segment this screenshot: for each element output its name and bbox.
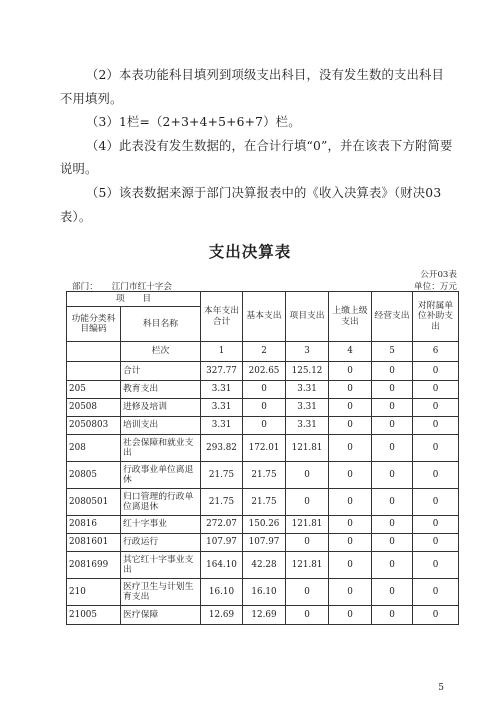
row-value: 3.31 — [286, 381, 329, 399]
row-code: 20816 — [67, 516, 121, 534]
row-value: 0 — [413, 381, 459, 399]
col-index-row — [67, 342, 459, 362]
header-subsidy: 对附属单位补助支出 — [413, 292, 459, 342]
header-row-1 — [67, 292, 459, 307]
row-value: 107.97 — [243, 534, 286, 552]
header-business: 经营支出 — [372, 292, 413, 342]
row-value: 3.31 — [201, 417, 243, 435]
row-value: 0 — [329, 417, 372, 435]
row-value: 0 — [372, 516, 413, 534]
col-index-empty — [67, 342, 121, 362]
expenditure-table — [66, 291, 459, 625]
row-value: 0 — [243, 381, 286, 399]
row-value: 21.75 — [201, 489, 243, 516]
row-code: 208 — [67, 435, 121, 462]
row-value: 327.77 — [201, 362, 243, 381]
row-value: 0 — [413, 417, 459, 435]
unit-label: 单位：万元 — [414, 282, 457, 292]
col-number: 3 — [286, 342, 329, 362]
row-value: 0 — [372, 579, 413, 606]
row-value: 164.10 — [201, 552, 243, 579]
row-code: 20805 — [67, 462, 121, 489]
row-value: 0 — [372, 552, 413, 579]
header-item: 项 目 — [67, 292, 201, 307]
note-4: （4）此表没有发生数据的，在合计行填“0”，并在该表下方附简要说明。 — [60, 138, 453, 177]
row-code: 2081699 — [67, 552, 121, 579]
row-name: 进修及培训 — [121, 399, 201, 417]
row-value: 12.69 — [201, 606, 243, 625]
row-name: 教育支出 — [121, 381, 201, 399]
table-row — [67, 534, 459, 552]
row-code: 2050803 — [67, 417, 121, 435]
header-subject-name: 科目名称 — [121, 307, 201, 342]
row-value: 0 — [413, 606, 459, 625]
row-code: 20508 — [67, 399, 121, 417]
col-number: 1 — [201, 342, 243, 362]
row-code: 21005 — [67, 606, 121, 625]
header-total: 本年支出合计 — [201, 292, 243, 342]
table-row — [67, 462, 459, 489]
row-value: 0 — [372, 417, 413, 435]
row-value: 0 — [329, 579, 372, 606]
row-name: 合计 — [121, 362, 201, 381]
row-code: 2080501 — [67, 489, 121, 516]
row-value: 21.75 — [243, 462, 286, 489]
row-code: 210 — [67, 579, 121, 606]
row-value: 0 — [372, 381, 413, 399]
col-index-label: 栏次 — [121, 342, 201, 362]
header-basic: 基本支出 — [243, 292, 286, 342]
col-number: 2 — [243, 342, 286, 362]
row-value: 0 — [286, 534, 329, 552]
row-value: 0 — [413, 552, 459, 579]
table-title: 支出决算表 — [208, 242, 292, 261]
row-value: 121.81 — [286, 552, 329, 579]
row-value: 0 — [286, 606, 329, 625]
row-value: 272.07 — [201, 516, 243, 534]
row-value: 293.82 — [201, 435, 243, 462]
row-value: 0 — [413, 516, 459, 534]
row-value: 21.75 — [201, 462, 243, 489]
row-value: 0 — [329, 489, 372, 516]
row-value: 3.31 — [201, 381, 243, 399]
table-row — [67, 399, 459, 417]
row-value: 0 — [372, 399, 413, 417]
row-value: 121.81 — [286, 435, 329, 462]
row-value: 0 — [329, 606, 372, 625]
row-value: 150.26 — [243, 516, 286, 534]
notes-section — [60, 64, 455, 229]
row-value: 0 — [413, 462, 459, 489]
row-name: 归口管理的行政单位离退休 — [121, 489, 201, 516]
header-func-code: 功能分类科目编码 — [67, 307, 121, 342]
row-value: 0 — [329, 516, 372, 534]
col-number: 5 — [372, 342, 413, 362]
row-value: 0 — [329, 381, 372, 399]
page-number: 5 — [438, 683, 444, 693]
row-value: 16.10 — [201, 579, 243, 606]
col-number: 4 — [329, 342, 372, 362]
table-row — [67, 606, 459, 625]
row-value: 0 — [329, 552, 372, 579]
row-value: 3.31 — [286, 417, 329, 435]
row-value: 0 — [329, 462, 372, 489]
row-name: 其它红十字事业支出 — [121, 552, 201, 579]
row-value: 0 — [372, 534, 413, 552]
note-5: （5）该表数据来源于部门决算报表中的《收入决算表》（财决03表）。 — [60, 185, 442, 224]
row-name: 培训支出 — [121, 417, 201, 435]
row-value: 0 — [413, 362, 459, 381]
department-label: 部门： — [72, 282, 98, 292]
note-2: （2）本表功能科目填列到项级支出科目，没有发生数的支出科目不用填列。 — [60, 68, 444, 106]
row-value: 0 — [243, 417, 286, 435]
row-value: 3.31 — [286, 399, 329, 417]
row-value: 0 — [413, 579, 459, 606]
col-number: 6 — [413, 342, 459, 362]
row-value: 0 — [372, 435, 413, 462]
table-row — [67, 552, 459, 579]
table-row — [67, 489, 459, 516]
row-value: 16.10 — [243, 579, 286, 606]
row-value: 3.31 — [201, 399, 243, 417]
form-code: 公开03表 — [420, 270, 457, 280]
row-name: 红十字事业 — [121, 516, 201, 534]
row-value: 0 — [243, 399, 286, 417]
row-value: 0 — [286, 462, 329, 489]
row-name: 行政运行 — [121, 534, 201, 552]
row-value: 0 — [286, 489, 329, 516]
row-value: 107.97 — [201, 534, 243, 552]
row-value: 0 — [372, 462, 413, 489]
row-value: 0 — [413, 399, 459, 417]
row-value: 12.69 — [243, 606, 286, 625]
header-upper: 上缴上级支出 — [329, 292, 372, 342]
table-row — [67, 435, 459, 462]
department-name: 江门市红十字会 — [111, 282, 172, 292]
row-value: 172.01 — [243, 435, 286, 462]
table-row — [67, 579, 459, 606]
row-value: 0 — [329, 362, 372, 381]
row-value: 0 — [413, 489, 459, 516]
row-value: 0 — [372, 606, 413, 625]
row-name: 医疗保障 — [121, 606, 201, 625]
row-value: 202.65 — [243, 362, 286, 381]
table-row — [67, 516, 459, 534]
row-value: 0 — [372, 362, 413, 381]
row-code — [67, 362, 121, 381]
table-row — [67, 381, 459, 399]
row-value: 0 — [329, 435, 372, 462]
row-value: 125.12 — [286, 362, 329, 381]
row-value: 0 — [329, 534, 372, 552]
row-value: 0 — [413, 534, 459, 552]
row-value: 21.75 — [243, 489, 286, 516]
row-name: 社会保障和就业支出 — [121, 435, 201, 462]
row-value: 0 — [413, 435, 459, 462]
row-code: 205 — [67, 381, 121, 399]
row-code: 2081601 — [67, 534, 121, 552]
row-value: 0 — [329, 399, 372, 417]
row-name: 行政事业单位离退休 — [121, 462, 201, 489]
note-3: （3）1栏=（2+3+4+5+6+7）栏。 — [86, 115, 301, 130]
table-row — [67, 362, 459, 381]
table-row — [67, 417, 459, 435]
row-value: 0 — [286, 579, 329, 606]
header-project: 项目支出 — [286, 292, 329, 342]
row-name: 医疗卫生与计划生育支出 — [121, 579, 201, 606]
row-value: 121.81 — [286, 516, 329, 534]
row-value: 42.28 — [243, 552, 286, 579]
row-value: 0 — [372, 489, 413, 516]
